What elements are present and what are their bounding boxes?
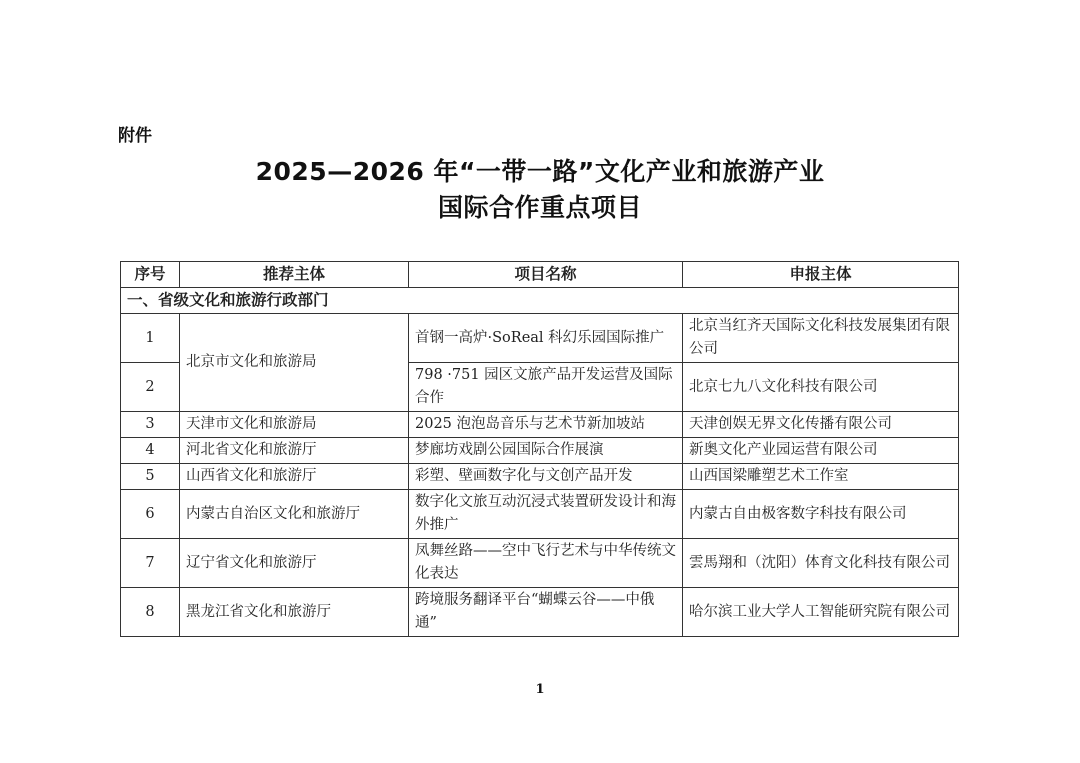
row-project: 凤舞丝路——空中飞行艺术与中华传统文化表达 (409, 539, 683, 588)
document-title-line-2: 国际合作重点项目 (437, 193, 642, 222)
row-recommender: 北京市文化和旅游局 (180, 314, 409, 412)
row-number: 8 (121, 588, 180, 637)
table-header-row (121, 262, 959, 288)
row-applicant: 北京当红齐天国际文化科技发展集团有限公司 (683, 314, 959, 363)
header-serial-number: 序号 (121, 262, 180, 288)
row-project: 798 ·751 园区文旅产品开发运营及国际合作 (409, 363, 683, 412)
row-applicant: 北京七九八文化科技有限公司 (683, 363, 959, 412)
header-applicant: 申报主体 (683, 262, 959, 288)
row-number: 6 (121, 490, 180, 539)
row-recommender: 山西省文化和旅游厅 (180, 464, 409, 490)
header-recommender: 推荐主体 (180, 262, 409, 288)
row-project: 首钢一高炉·SoReal 科幻乐园国际推广 (409, 314, 683, 363)
table-row (121, 464, 959, 490)
row-number: 7 (121, 539, 180, 588)
row-project: 梦廊坊戏剧公园国际合作展演 (409, 438, 683, 464)
row-number: 5 (121, 464, 180, 490)
row-project: 彩塑、壁画数字化与文创产品开发 (409, 464, 683, 490)
page-number: 1 (535, 682, 545, 697)
row-applicant: 雲馬翔和（沈阳）体育文化科技有限公司 (683, 539, 959, 588)
row-applicant: 新奥文化产业园运营有限公司 (683, 438, 959, 464)
header-project-name: 项目名称 (409, 262, 683, 288)
row-number: 2 (121, 363, 180, 412)
row-recommender: 辽宁省文化和旅游厅 (180, 539, 409, 588)
table-row (121, 412, 959, 438)
row-project: 2025 泡泡岛音乐与艺术节新加坡站 (409, 412, 683, 438)
section-row (121, 288, 959, 314)
row-number: 3 (121, 412, 180, 438)
section-heading: 一、省级文化和旅游行政部门 (121, 288, 959, 314)
row-applicant: 内蒙古自由极客数字科技有限公司 (683, 490, 959, 539)
row-recommender: 天津市文化和旅游局 (180, 412, 409, 438)
row-project: 数字化文旅互动沉浸式装置研发设计和海外推广 (409, 490, 683, 539)
table-row (121, 490, 959, 539)
document-title-line-1: 2025—2026 年“一带一路”文化产业和旅游产业 (255, 157, 825, 186)
row-applicant: 天津创娱无界文化传播有限公司 (683, 412, 959, 438)
row-applicant: 哈尔滨工业大学人工智能研究院有限公司 (683, 588, 959, 637)
projects-table (120, 261, 959, 637)
row-number: 1 (121, 314, 180, 363)
row-number: 4 (121, 438, 180, 464)
table-row (121, 314, 959, 363)
table-row (121, 539, 959, 588)
row-applicant: 山西国梁雕塑艺术工作室 (683, 464, 959, 490)
row-recommender: 河北省文化和旅游厅 (180, 438, 409, 464)
table-row (121, 588, 959, 637)
row-recommender: 黑龙江省文化和旅游厅 (180, 588, 409, 637)
attachment-label: 附件 (118, 126, 152, 146)
table-row (121, 438, 959, 464)
row-recommender: 内蒙古自治区文化和旅游厅 (180, 490, 409, 539)
row-project: 跨境服务翻译平台“蝴蝶云谷——中俄通” (409, 588, 683, 637)
